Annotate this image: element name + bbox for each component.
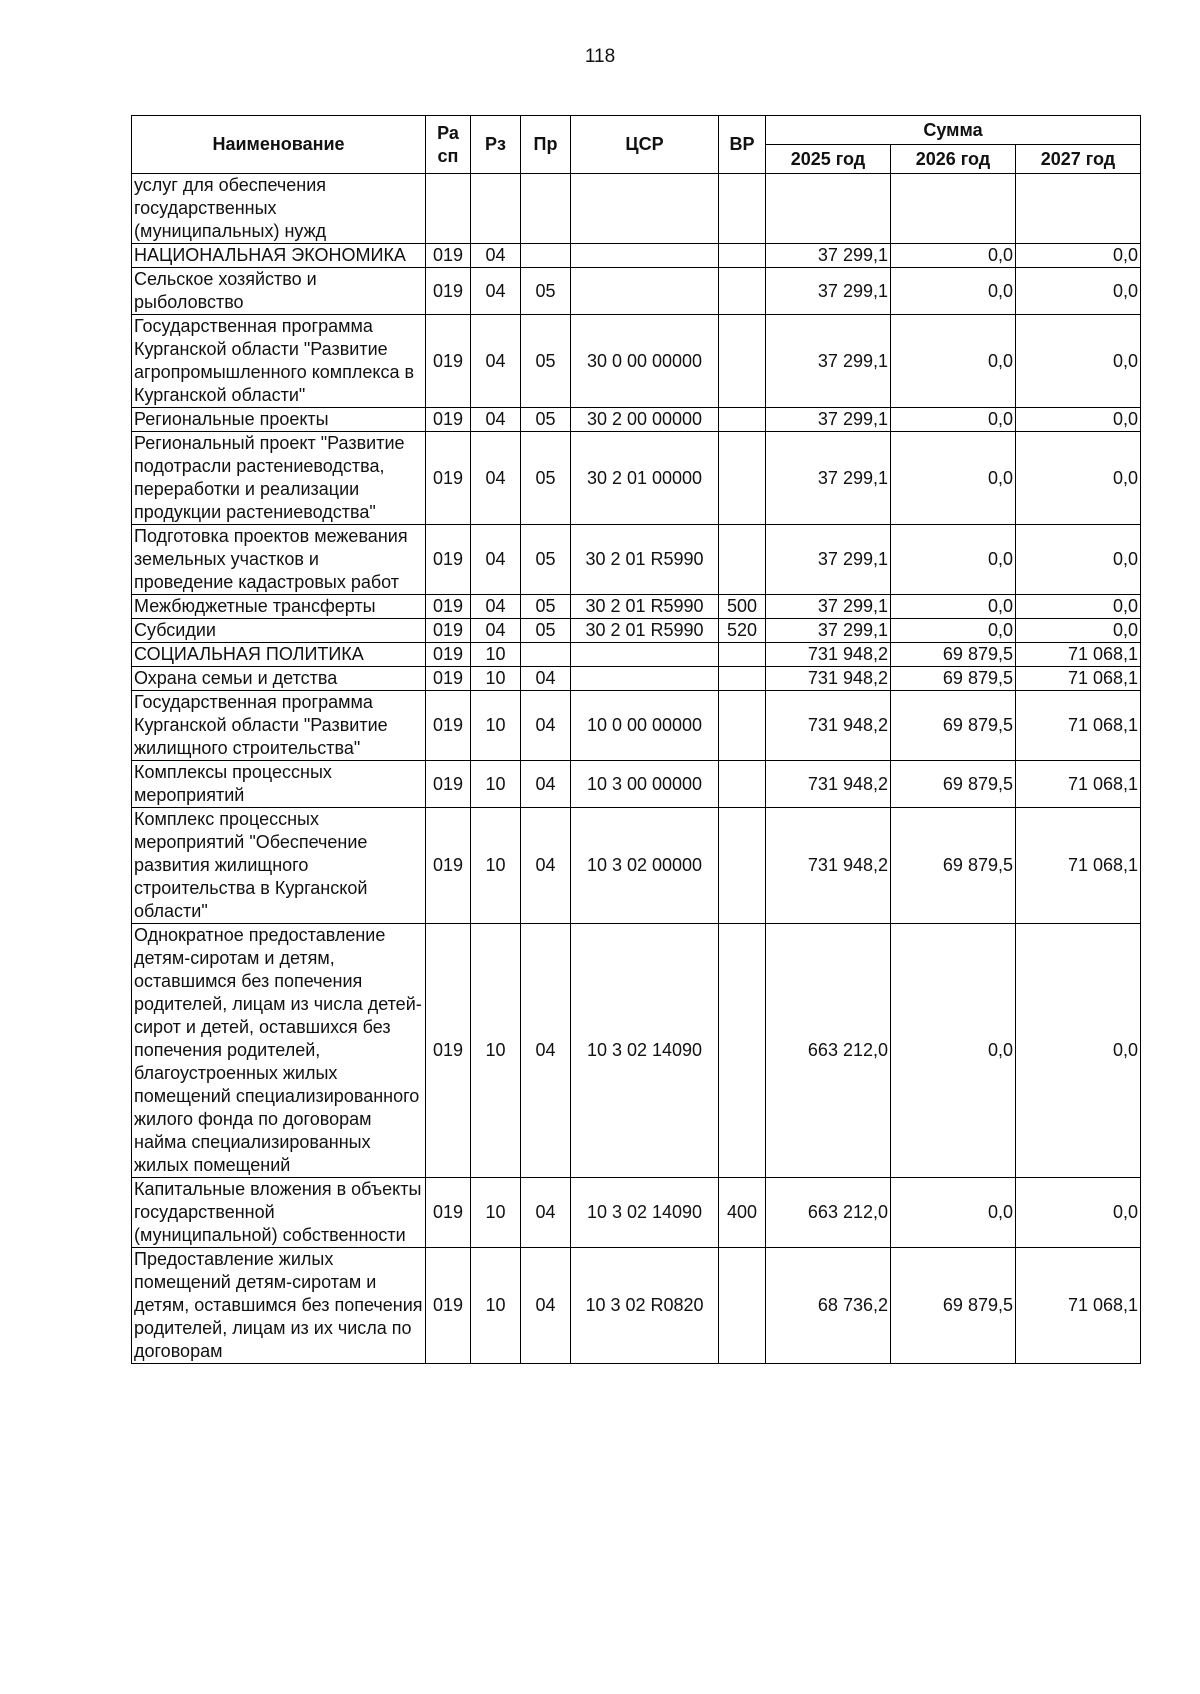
cell-name: Предоставление жилых помещений детям-сиротам и детям, оставшимся без попечения родителей, лицам из их числа по договорам bbox=[132, 1248, 426, 1364]
cell-2027: 0,0 bbox=[1016, 619, 1141, 643]
table-row bbox=[132, 525, 1141, 595]
cell-name: Комплексы процессных мероприятий bbox=[132, 761, 426, 808]
cell-2026: 0,0 bbox=[891, 432, 1016, 525]
cell-vr bbox=[719, 643, 766, 667]
cell-rasp: 019 bbox=[426, 1178, 471, 1248]
cell-vr: 520 bbox=[719, 619, 766, 643]
cell-2025: 37 299,1 bbox=[766, 432, 891, 525]
cell-2025: 37 299,1 bbox=[766, 595, 891, 619]
cell-2026: 69 879,5 bbox=[891, 1248, 1016, 1364]
budget-table bbox=[131, 115, 1141, 1364]
cell-2025: 37 299,1 bbox=[766, 244, 891, 268]
cell-pr: 05 bbox=[521, 268, 571, 315]
cell-rz: 10 bbox=[471, 667, 521, 691]
table-row bbox=[132, 244, 1141, 268]
cell-rz: 10 bbox=[471, 808, 521, 924]
cell-name: Региональный проект "Развитие подотрасли растениеводства, переработки и реализации продукции растениеводства" bbox=[132, 432, 426, 525]
cell-pr: 04 bbox=[521, 761, 571, 808]
cell-2026: 69 879,5 bbox=[891, 761, 1016, 808]
table-row bbox=[132, 268, 1141, 315]
cell-rasp: 019 bbox=[426, 244, 471, 268]
page-number: 118 bbox=[584, 46, 616, 67]
cell-pr: 05 bbox=[521, 525, 571, 595]
cell-rz: 10 bbox=[471, 1178, 521, 1248]
cell-2025: 731 948,2 bbox=[766, 667, 891, 691]
cell-name: Межбюджетные трансферты bbox=[132, 595, 426, 619]
table-row bbox=[132, 315, 1141, 408]
cell-rz: 04 bbox=[471, 595, 521, 619]
cell-csr: 30 2 01 R5990 bbox=[571, 595, 719, 619]
cell-name: Государственная программа Курганской области "Развитие агропромышленного комплекса в Курганской области" bbox=[132, 315, 426, 408]
cell-rz: 04 bbox=[471, 244, 521, 268]
cell-vr bbox=[719, 174, 766, 244]
cell-2026: 69 879,5 bbox=[891, 643, 1016, 667]
header-sum: Сумма bbox=[766, 116, 1141, 145]
cell-rasp: 019 bbox=[426, 924, 471, 1178]
cell-2025: 731 948,2 bbox=[766, 643, 891, 667]
cell-csr bbox=[571, 643, 719, 667]
cell-2027: 71 068,1 bbox=[1016, 667, 1141, 691]
header-csr: ЦСР bbox=[571, 116, 719, 174]
table-body bbox=[132, 174, 1141, 1364]
cell-name: Подготовка проектов межевания земельных участков и проведение кадастровых работ bbox=[132, 525, 426, 595]
cell-vr bbox=[719, 432, 766, 525]
cell-pr bbox=[521, 244, 571, 268]
cell-pr: 05 bbox=[521, 432, 571, 525]
cell-pr: 05 bbox=[521, 315, 571, 408]
cell-csr: 30 2 01 R5990 bbox=[571, 525, 719, 595]
cell-vr bbox=[719, 691, 766, 761]
cell-name: Однократное предоставление детям-сиротам и детям, оставшимся без попечения родителей, лицам из числа детей-сирот и детей, оставшихся без попечения родителей, благоустроенных жилых помещений специализированного жилого фонда по договорам найма специализированных жилых помещений bbox=[132, 924, 426, 1178]
cell-csr bbox=[571, 244, 719, 268]
cell-2027: 0,0 bbox=[1016, 525, 1141, 595]
cell-2025: 37 299,1 bbox=[766, 619, 891, 643]
cell-vr bbox=[719, 408, 766, 432]
table-row bbox=[132, 924, 1141, 1178]
cell-pr: 04 bbox=[521, 924, 571, 1178]
cell-vr bbox=[719, 244, 766, 268]
cell-2027: 0,0 bbox=[1016, 924, 1141, 1178]
cell-pr: 05 bbox=[521, 595, 571, 619]
cell-2025: 663 212,0 bbox=[766, 924, 891, 1178]
cell-rasp bbox=[426, 174, 471, 244]
cell-name: Комплекс процессных мероприятий "Обеспечение развития жилищного строительства в Курганской области" bbox=[132, 808, 426, 924]
cell-csr: 30 2 01 R5990 bbox=[571, 619, 719, 643]
cell-rasp: 019 bbox=[426, 808, 471, 924]
cell-2026: 69 879,5 bbox=[891, 667, 1016, 691]
cell-vr bbox=[719, 315, 766, 408]
cell-rz: 04 bbox=[471, 432, 521, 525]
cell-name: услуг для обеспечения государственных (муниципальных) нужд bbox=[132, 174, 426, 244]
cell-csr: 10 0 00 00000 bbox=[571, 691, 719, 761]
cell-rasp: 019 bbox=[426, 268, 471, 315]
cell-rz: 04 bbox=[471, 268, 521, 315]
cell-vr bbox=[719, 268, 766, 315]
cell-2026: 0,0 bbox=[891, 619, 1016, 643]
cell-2026: 69 879,5 bbox=[891, 691, 1016, 761]
cell-2026: 0,0 bbox=[891, 244, 1016, 268]
cell-rasp: 019 bbox=[426, 595, 471, 619]
table-row bbox=[132, 174, 1141, 244]
table-row bbox=[132, 595, 1141, 619]
table-row bbox=[132, 1178, 1141, 1248]
cell-csr: 10 3 02 00000 bbox=[571, 808, 719, 924]
cell-pr bbox=[521, 643, 571, 667]
cell-2027: 71 068,1 bbox=[1016, 643, 1141, 667]
cell-name: Региональные проекты bbox=[132, 408, 426, 432]
cell-csr bbox=[571, 268, 719, 315]
cell-name: Сельское хозяйство и рыболовство bbox=[132, 268, 426, 315]
cell-rz: 04 bbox=[471, 315, 521, 408]
cell-2026: 0,0 bbox=[891, 315, 1016, 408]
cell-2025: 37 299,1 bbox=[766, 408, 891, 432]
cell-vr bbox=[719, 808, 766, 924]
table-row bbox=[132, 808, 1141, 924]
cell-rz bbox=[471, 174, 521, 244]
cell-csr: 10 3 02 14090 bbox=[571, 1178, 719, 1248]
cell-csr bbox=[571, 667, 719, 691]
cell-2025: 731 948,2 bbox=[766, 691, 891, 761]
cell-2026: 0,0 bbox=[891, 1178, 1016, 1248]
cell-2027: 0,0 bbox=[1016, 244, 1141, 268]
cell-rz: 10 bbox=[471, 1248, 521, 1364]
cell-rasp: 019 bbox=[426, 619, 471, 643]
cell-vr bbox=[719, 525, 766, 595]
cell-name: СОЦИАЛЬНАЯ ПОЛИТИКА bbox=[132, 643, 426, 667]
cell-rz: 10 bbox=[471, 761, 521, 808]
cell-2025: 663 212,0 bbox=[766, 1178, 891, 1248]
cell-rasp: 019 bbox=[426, 408, 471, 432]
cell-csr: 10 3 02 14090 bbox=[571, 924, 719, 1178]
cell-2026: 0,0 bbox=[891, 924, 1016, 1178]
cell-2027: 71 068,1 bbox=[1016, 808, 1141, 924]
cell-pr: 04 bbox=[521, 691, 571, 761]
cell-2026: 0,0 bbox=[891, 408, 1016, 432]
header-2026: 2026 год bbox=[891, 145, 1016, 174]
cell-2027: 0,0 bbox=[1016, 432, 1141, 525]
cell-2025: 37 299,1 bbox=[766, 315, 891, 408]
cell-rasp: 019 bbox=[426, 525, 471, 595]
cell-pr: 04 bbox=[521, 667, 571, 691]
table-row bbox=[132, 691, 1141, 761]
cell-2025: 37 299,1 bbox=[766, 268, 891, 315]
cell-rasp: 019 bbox=[426, 761, 471, 808]
cell-2027 bbox=[1016, 174, 1141, 244]
cell-2027: 0,0 bbox=[1016, 315, 1141, 408]
cell-vr bbox=[719, 1248, 766, 1364]
cell-pr: 04 bbox=[521, 1178, 571, 1248]
cell-vr: 500 bbox=[719, 595, 766, 619]
cell-2027: 71 068,1 bbox=[1016, 691, 1141, 761]
cell-rasp: 019 bbox=[426, 1248, 471, 1364]
cell-2027: 71 068,1 bbox=[1016, 761, 1141, 808]
cell-2025: 731 948,2 bbox=[766, 761, 891, 808]
cell-rz: 04 bbox=[471, 408, 521, 432]
cell-vr bbox=[719, 667, 766, 691]
cell-2025 bbox=[766, 174, 891, 244]
cell-2027: 0,0 bbox=[1016, 595, 1141, 619]
cell-2026: 0,0 bbox=[891, 595, 1016, 619]
cell-name: Субсидии bbox=[132, 619, 426, 643]
cell-2027: 0,0 bbox=[1016, 1178, 1141, 1248]
header-vr: ВР bbox=[719, 116, 766, 174]
table-header bbox=[132, 116, 1141, 174]
cell-pr: 05 bbox=[521, 619, 571, 643]
cell-2026 bbox=[891, 174, 1016, 244]
cell-rz: 10 bbox=[471, 691, 521, 761]
table-row bbox=[132, 432, 1141, 525]
cell-rz: 04 bbox=[471, 525, 521, 595]
header-2027: 2027 год bbox=[1016, 145, 1141, 174]
cell-rasp: 019 bbox=[426, 432, 471, 525]
cell-csr: 30 0 00 00000 bbox=[571, 315, 719, 408]
cell-pr: 04 bbox=[521, 808, 571, 924]
table-row bbox=[132, 643, 1141, 667]
header-rasp: Ра сп bbox=[426, 116, 471, 174]
cell-rasp: 019 bbox=[426, 667, 471, 691]
cell-2026: 69 879,5 bbox=[891, 808, 1016, 924]
cell-rasp: 019 bbox=[426, 691, 471, 761]
cell-csr: 10 3 00 00000 bbox=[571, 761, 719, 808]
cell-rasp: 019 bbox=[426, 315, 471, 408]
cell-2027: 0,0 bbox=[1016, 408, 1141, 432]
cell-vr bbox=[719, 761, 766, 808]
cell-rz: 10 bbox=[471, 924, 521, 1178]
header-pr: Пр bbox=[521, 116, 571, 174]
cell-csr: 10 3 02 R0820 bbox=[571, 1248, 719, 1364]
cell-pr: 05 bbox=[521, 408, 571, 432]
table-row bbox=[132, 761, 1141, 808]
cell-2025: 68 736,2 bbox=[766, 1248, 891, 1364]
cell-2027: 71 068,1 bbox=[1016, 1248, 1141, 1364]
cell-2026: 0,0 bbox=[891, 268, 1016, 315]
cell-pr bbox=[521, 174, 571, 244]
table-row bbox=[132, 408, 1141, 432]
header-name: Наименование bbox=[132, 116, 426, 174]
cell-pr: 04 bbox=[521, 1248, 571, 1364]
table-row bbox=[132, 619, 1141, 643]
cell-vr: 400 bbox=[719, 1178, 766, 1248]
table-row bbox=[132, 667, 1141, 691]
cell-csr bbox=[571, 174, 719, 244]
cell-vr bbox=[719, 924, 766, 1178]
cell-name: Государственная программа Курганской области "Развитие жилищного строительства" bbox=[132, 691, 426, 761]
table-row bbox=[132, 1248, 1141, 1364]
cell-csr: 30 2 01 00000 bbox=[571, 432, 719, 525]
cell-2027: 0,0 bbox=[1016, 268, 1141, 315]
cell-name: Охрана семьи и детства bbox=[132, 667, 426, 691]
header-2025: 2025 год bbox=[766, 145, 891, 174]
cell-csr: 30 2 00 00000 bbox=[571, 408, 719, 432]
cell-2025: 731 948,2 bbox=[766, 808, 891, 924]
cell-name: Капитальные вложения в объекты государственной (муниципальной) собственности bbox=[132, 1178, 426, 1248]
header-rz: Рз bbox=[471, 116, 521, 174]
cell-rz: 04 bbox=[471, 619, 521, 643]
cell-2025: 37 299,1 bbox=[766, 525, 891, 595]
cell-2026: 0,0 bbox=[891, 525, 1016, 595]
cell-rasp: 019 bbox=[426, 643, 471, 667]
cell-name: НАЦИОНАЛЬНАЯ ЭКОНОМИКА bbox=[132, 244, 426, 268]
cell-rz: 10 bbox=[471, 643, 521, 667]
